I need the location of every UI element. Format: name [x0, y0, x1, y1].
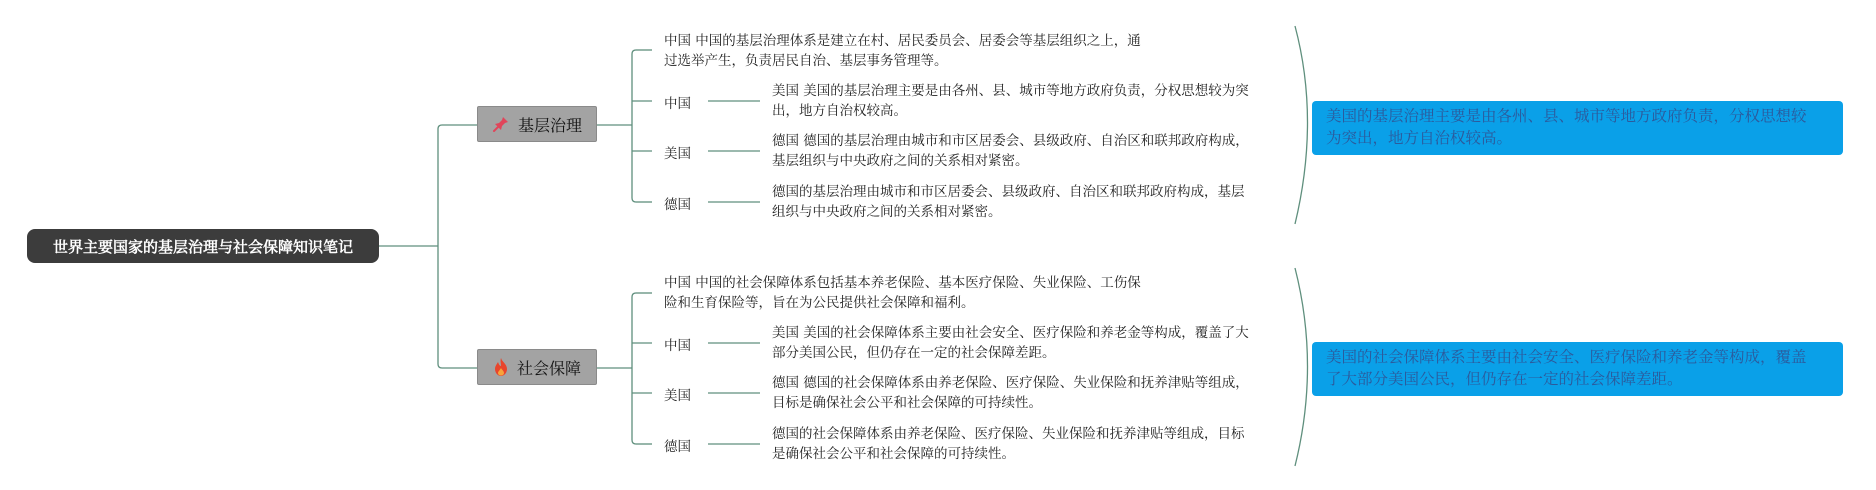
summary-callout-social-security[interactable] [1312, 342, 1843, 396]
note-line: 中国 中国的社会保障体系包括基本养老保险、基本医疗保险、失业保险、工伤保 [664, 275, 1141, 291]
summary-callout-governance[interactable] [1312, 101, 1843, 155]
root-title: 世界主要国家的基层治理与社会保障知识笔记 [52, 237, 353, 256]
topic-label-china[interactable]: 中国 [664, 96, 691, 112]
intro-note-china-governance[interactable] [664, 31, 1141, 71]
note-germany-governance[interactable] [772, 131, 1249, 171]
note-line: 美国 美国的社会保障体系主要由社会安全、医疗保险和养老金等构成，覆盖了大 [772, 325, 1249, 341]
category-label: 基层治理 [517, 115, 582, 135]
note-line: 德国的社会保障体系由养老保险、医疗保险、失业保险和抚养津贴等组成，目标 [772, 426, 1245, 442]
note-line: 德国的基层治理由城市和市区居委会、县级政府、自治区和联邦政府构成，基层 [772, 184, 1245, 200]
note-line: 德国 德国的基层治理由城市和市区居委会、县级政府、自治区和联邦政府构成， [772, 133, 1249, 149]
fire-icon [493, 357, 509, 377]
pin-icon [492, 115, 510, 133]
connector-cat1-trunk [632, 50, 636, 202]
summary-line: 美国的基层治理主要是由各州、县、城市等地方政府负责，分权思想较 [1326, 107, 1807, 125]
connector-cat2-trunk [632, 293, 636, 444]
topic-label-china[interactable]: 中国 [664, 338, 691, 354]
topic-label-germany[interactable]: 德国 [664, 439, 691, 455]
root-node[interactable] [27, 229, 379, 263]
note-usa-governance[interactable] [772, 81, 1249, 121]
note-line: 目标是确保社会公平和社会保障的可持续性。 [772, 395, 1042, 411]
topic-label-usa[interactable]: 美国 [664, 146, 691, 162]
note-line: 险和生育保险等，旨在为公民提供社会保障和福利。 [664, 295, 975, 311]
note-line: 美国 美国的基层治理主要是由各州、县、城市等地方政府负责，分权思想较为突 [772, 83, 1249, 99]
note-usa-social-security[interactable] [772, 323, 1249, 363]
summary-line: 美国的社会保障体系主要由社会安全、医疗保险和养老金等构成，覆盖 [1326, 348, 1807, 366]
note-line: 中国 中国的基层治理体系是建立在村、居民委员会、居委会等基层组织之上，通 [664, 33, 1141, 49]
summary-brace-1 [1295, 26, 1308, 224]
note-line: 组织与中央政府之间的关系相对紧密。 [772, 204, 1002, 220]
topic-label-germany[interactable]: 德国 [664, 197, 691, 213]
summary-brace-2 [1295, 268, 1308, 466]
note-germany-social-security-detail[interactable] [772, 424, 1245, 464]
note-line: 出，地方自治权较高。 [772, 103, 907, 119]
intro-note-china-social-security[interactable] [664, 273, 1141, 313]
category-social-security[interactable] [477, 349, 597, 385]
note-germany-governance-detail[interactable] [772, 182, 1245, 222]
topic-label-usa[interactable]: 美国 [664, 388, 691, 404]
note-germany-social-security[interactable] [772, 373, 1249, 413]
note-line: 德国 德国的社会保障体系由养老保险、医疗保险、失业保险和抚养津贴等组成， [772, 375, 1249, 391]
note-line: 基层组织与中央政府之间的关系相对紧密。 [772, 153, 1029, 169]
summary-line: 为突出，地方自治权较高。 [1326, 129, 1513, 147]
note-line: 过选举产生，负责居民自治、基层事务管理等。 [664, 53, 948, 69]
category-grassroots-governance[interactable] [477, 106, 597, 142]
connector-root-trunk [438, 125, 442, 368]
category-label: 社会保障 [516, 358, 581, 378]
note-line: 是确保社会公平和社会保障的可持续性。 [772, 446, 1015, 462]
summary-line: 了大部分美国公民，但仍存在一定的社会保障差距。 [1326, 370, 1683, 388]
note-line: 部分美国公民，但仍存在一定的社会保障差距。 [772, 345, 1056, 361]
